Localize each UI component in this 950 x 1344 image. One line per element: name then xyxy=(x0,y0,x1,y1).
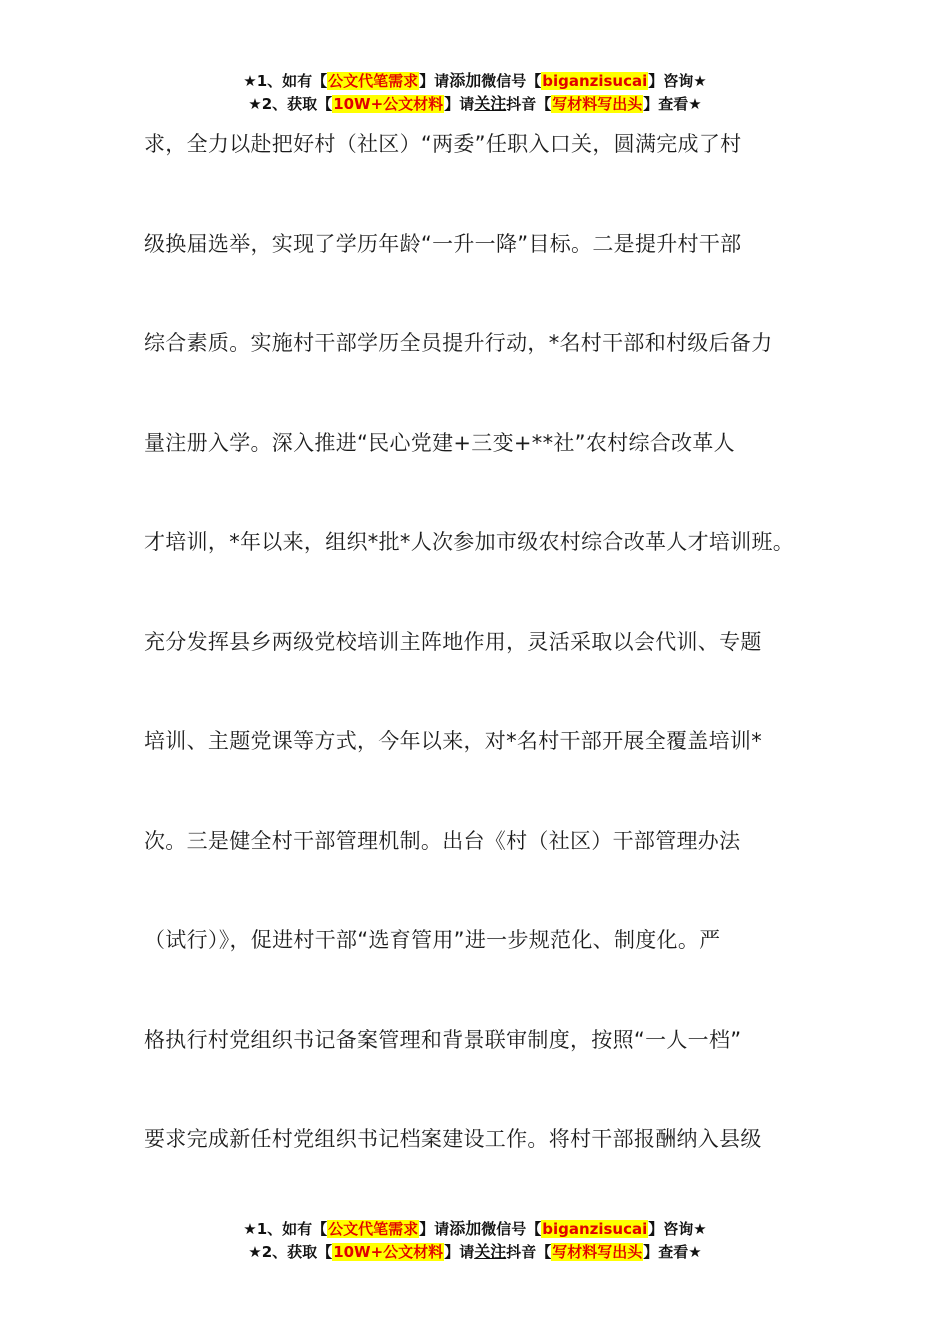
body-line: 量注册入学。深入推进“民心党建+三变+**社”农村综合改革人 xyxy=(144,430,735,455)
banner-highlight: 写材料写出头 xyxy=(552,95,643,113)
banner-emphasis: 添加 xyxy=(449,71,482,90)
banner-text: 微信号【 xyxy=(481,72,542,90)
banner-highlight: 10W+公文材料 xyxy=(333,1243,444,1261)
banner-text: 】请 xyxy=(444,95,475,113)
body-line: 才培训，*年以来，组织*批*人次参加市级农村综合改革人才培训班。 xyxy=(144,530,795,554)
banner-line-2 xyxy=(0,93,950,116)
body-line: （试行）》，促进村干部“选育管用”进一步规范化、制度化。严 xyxy=(144,928,721,952)
banner-text: 】请 xyxy=(419,1220,450,1238)
header-banner xyxy=(0,70,950,116)
banner-text: 】查看★ xyxy=(643,95,702,113)
banner-line-1 xyxy=(0,70,950,93)
body-line: 级换届选举，实现了学历年龄“一升一降”目标。二是提升村干部 xyxy=(144,231,742,256)
banner-highlight: 公文代笔需求 xyxy=(328,1220,419,1238)
banner-highlight: 公文代笔需求 xyxy=(328,72,419,90)
banner-emphasis: 关注 xyxy=(474,94,507,113)
banner-highlight: biganzisucai xyxy=(542,72,648,90)
body-line: 求，全力以赴把好村（社区）“两委”任职入口关，圆满完成了村 xyxy=(144,132,742,156)
body-line: 格执行村党组织书记备案管理和背景联审制度，按照“一人一档” xyxy=(144,1027,742,1052)
banner-highlight: 10W+公文材料 xyxy=(333,95,444,113)
banner-line-2 xyxy=(0,1241,950,1264)
banner-text: 抖音【 xyxy=(506,95,552,113)
banner-text: 】请 xyxy=(444,1243,475,1261)
banner-emphasis: 添加 xyxy=(449,1219,482,1238)
banner-text: ★1、如有【 xyxy=(243,72,328,90)
banner-text: 】咨询★ xyxy=(648,1220,707,1238)
banner-text: 】咨询★ xyxy=(648,72,707,90)
body-line: 综合素质。实施村干部学历全员提升行动，*名村干部和村级后备力 xyxy=(144,331,773,355)
banner-text: ★2、获取【 xyxy=(248,1243,333,1261)
banner-emphasis: 关注 xyxy=(474,1242,507,1261)
banner-text: ★1、如有【 xyxy=(243,1220,328,1238)
banner-text: 】请 xyxy=(419,72,450,90)
body-line: 培训、主题党课等方式，今年以来，对*名村干部开展全覆盖培训* xyxy=(144,729,762,753)
banner-line-1 xyxy=(0,1218,950,1241)
banner-text: ★2、获取【 xyxy=(248,95,333,113)
body-line: 要求完成新任村党组织书记档案建设工作。将村干部报酬纳入县级 xyxy=(144,1127,762,1151)
body-line: 次。三是健全村干部管理机制。出台《村（社区）干部管理办法 xyxy=(144,828,741,853)
body-line: 充分发挥县乡两级党校培训主阵地作用，灵活采取以会代训、专题 xyxy=(144,629,762,654)
banner-text: 】查看★ xyxy=(643,1243,702,1261)
footer-banner xyxy=(0,1218,950,1264)
banner-highlight: biganzisucai xyxy=(542,1220,648,1238)
banner-highlight: 写材料写出头 xyxy=(552,1243,643,1261)
banner-text: 抖音【 xyxy=(506,1243,552,1261)
document-body xyxy=(144,126,834,1221)
banner-text: 微信号【 xyxy=(481,1220,542,1238)
